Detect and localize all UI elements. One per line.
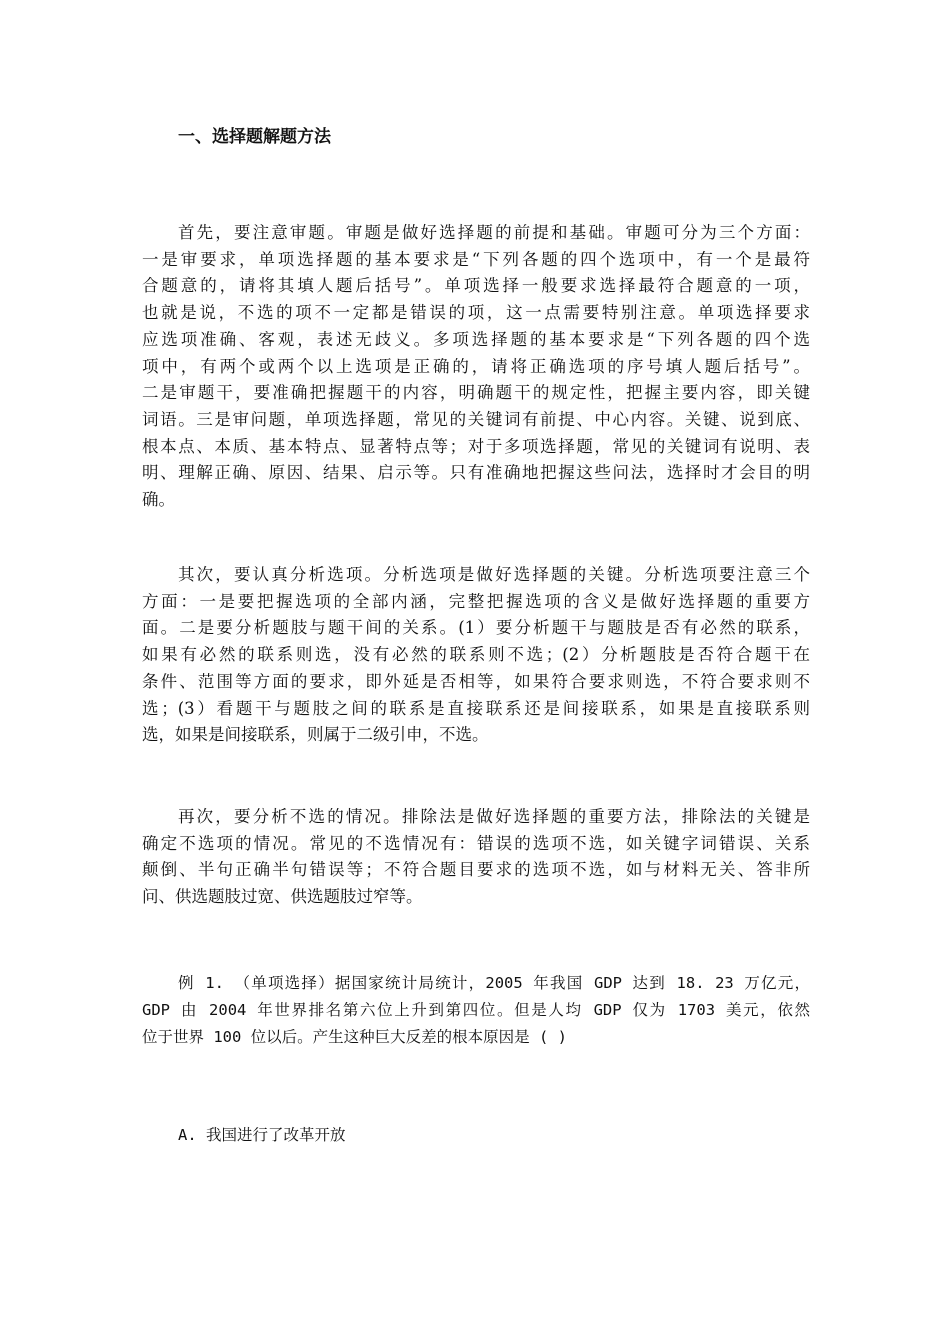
text-line: 问、供选题肢过宽、供选题肢过窄等。 <box>142 887 423 907</box>
text-line: 颠倒、半句正确半句错误等；不符合题目要求的选项不选，如与材料无关、答非所 <box>142 860 810 880</box>
text-line: 其次，要认真分析选项。分析选项是做好选择题的关键。分析选项要注意三个 <box>178 565 810 584</box>
text-line: 应选项准确、客观，表述无歧义。多项选择题的基本要求是“下列各题的四个选 <box>142 329 810 349</box>
text-line: 也就是说，不选的项不一定都是错误的项，这一点需要特别注意。单项选择要求 <box>142 303 810 323</box>
text-line: 一是审要求，单项选择题的基本要求是“下列各题的四个选项中，有一个是最符 <box>142 249 810 269</box>
text-line: GDP 由 2004 年世界排名第六位上升到第四位。但是人均 GDP 仅为 1703 美元，依然 <box>142 1001 810 1019</box>
example-question <box>142 970 810 1051</box>
text-line: 方面：一是要把握选项的全部内涵，完整把握选项的含义是做好选择题的重要方 <box>142 591 810 611</box>
text-line: 合题意的，请将其填人题后括号”。单项选择一般要求选择最符合题意的一项， <box>142 276 810 296</box>
text-line: 词语。三是审问题，单项选择题，常见的关键词有前提、中心内容。关键、说到底、 <box>142 409 810 429</box>
text-line: 二是审题干，要准确把握题干的内容，明确题干的规定性，把握主要内容，即关键 <box>142 383 810 403</box>
text-line: 确定不选项的情况。常见的不选情况有：错误的选项不选，如关键字词错误、关系 <box>142 833 810 853</box>
text-line: 面。二是要分析题肢与题干间的关系。(1）要分析题干与题肢是否有必然的联系， <box>142 618 810 638</box>
paragraph-review-question <box>142 220 810 514</box>
text-line: 位于世界 100 位以后。产生这种巨大反差的根本原因是 ( ) <box>142 1028 567 1046</box>
text-line: 项中，有两个或两个以上选项是正确的，请将正确选项的序号填人题后括号”。 <box>142 356 810 376</box>
text-line: 明、理解正确、原因、结果、启示等。只有准确地把握这些问法，选择时才会目的明 <box>142 463 810 483</box>
text-line: 例 1. （单项选择）据国家统计局统计，2005 年我国 GDP 达到 18. 23 万亿元， <box>178 974 810 992</box>
option-a: A. 我国进行了改革开放 <box>178 1126 346 1144</box>
text-line: 选，如果是间接联系，则属于二级引申，不选。 <box>142 725 489 745</box>
text-line: 首先，要注意审题。审题是做好选择题的前提和基础。审题可分为三个方面： <box>178 223 810 242</box>
text-line: 如果有必然的联系则选，没有必然的联系则不选；(2）分析题肢是否符合题干在 <box>142 645 810 665</box>
text-line: 选；(3）看题干与题肢之间的联系是直接联系还是间接联系，如果是直接联系则 <box>142 698 810 718</box>
text-line: 确。 <box>142 490 175 510</box>
paragraph-exclusion <box>142 804 810 911</box>
section-heading: 一、选择题解题方法 <box>178 127 331 147</box>
text-line: 条件、范围等方面的要求，即外延是否相等，如果符合要求则选，不符合要求则不 <box>142 671 810 691</box>
paragraph-analyze-options <box>142 562 810 749</box>
text-line: 根本点、本质、基本特点、显著特点等；对于多项选择题，常见的关键词有说明、表 <box>142 436 810 456</box>
text-line: 再次，要分析不选的情况。排除法是做好选择题的重要方法，排除法的关键是 <box>178 807 810 826</box>
